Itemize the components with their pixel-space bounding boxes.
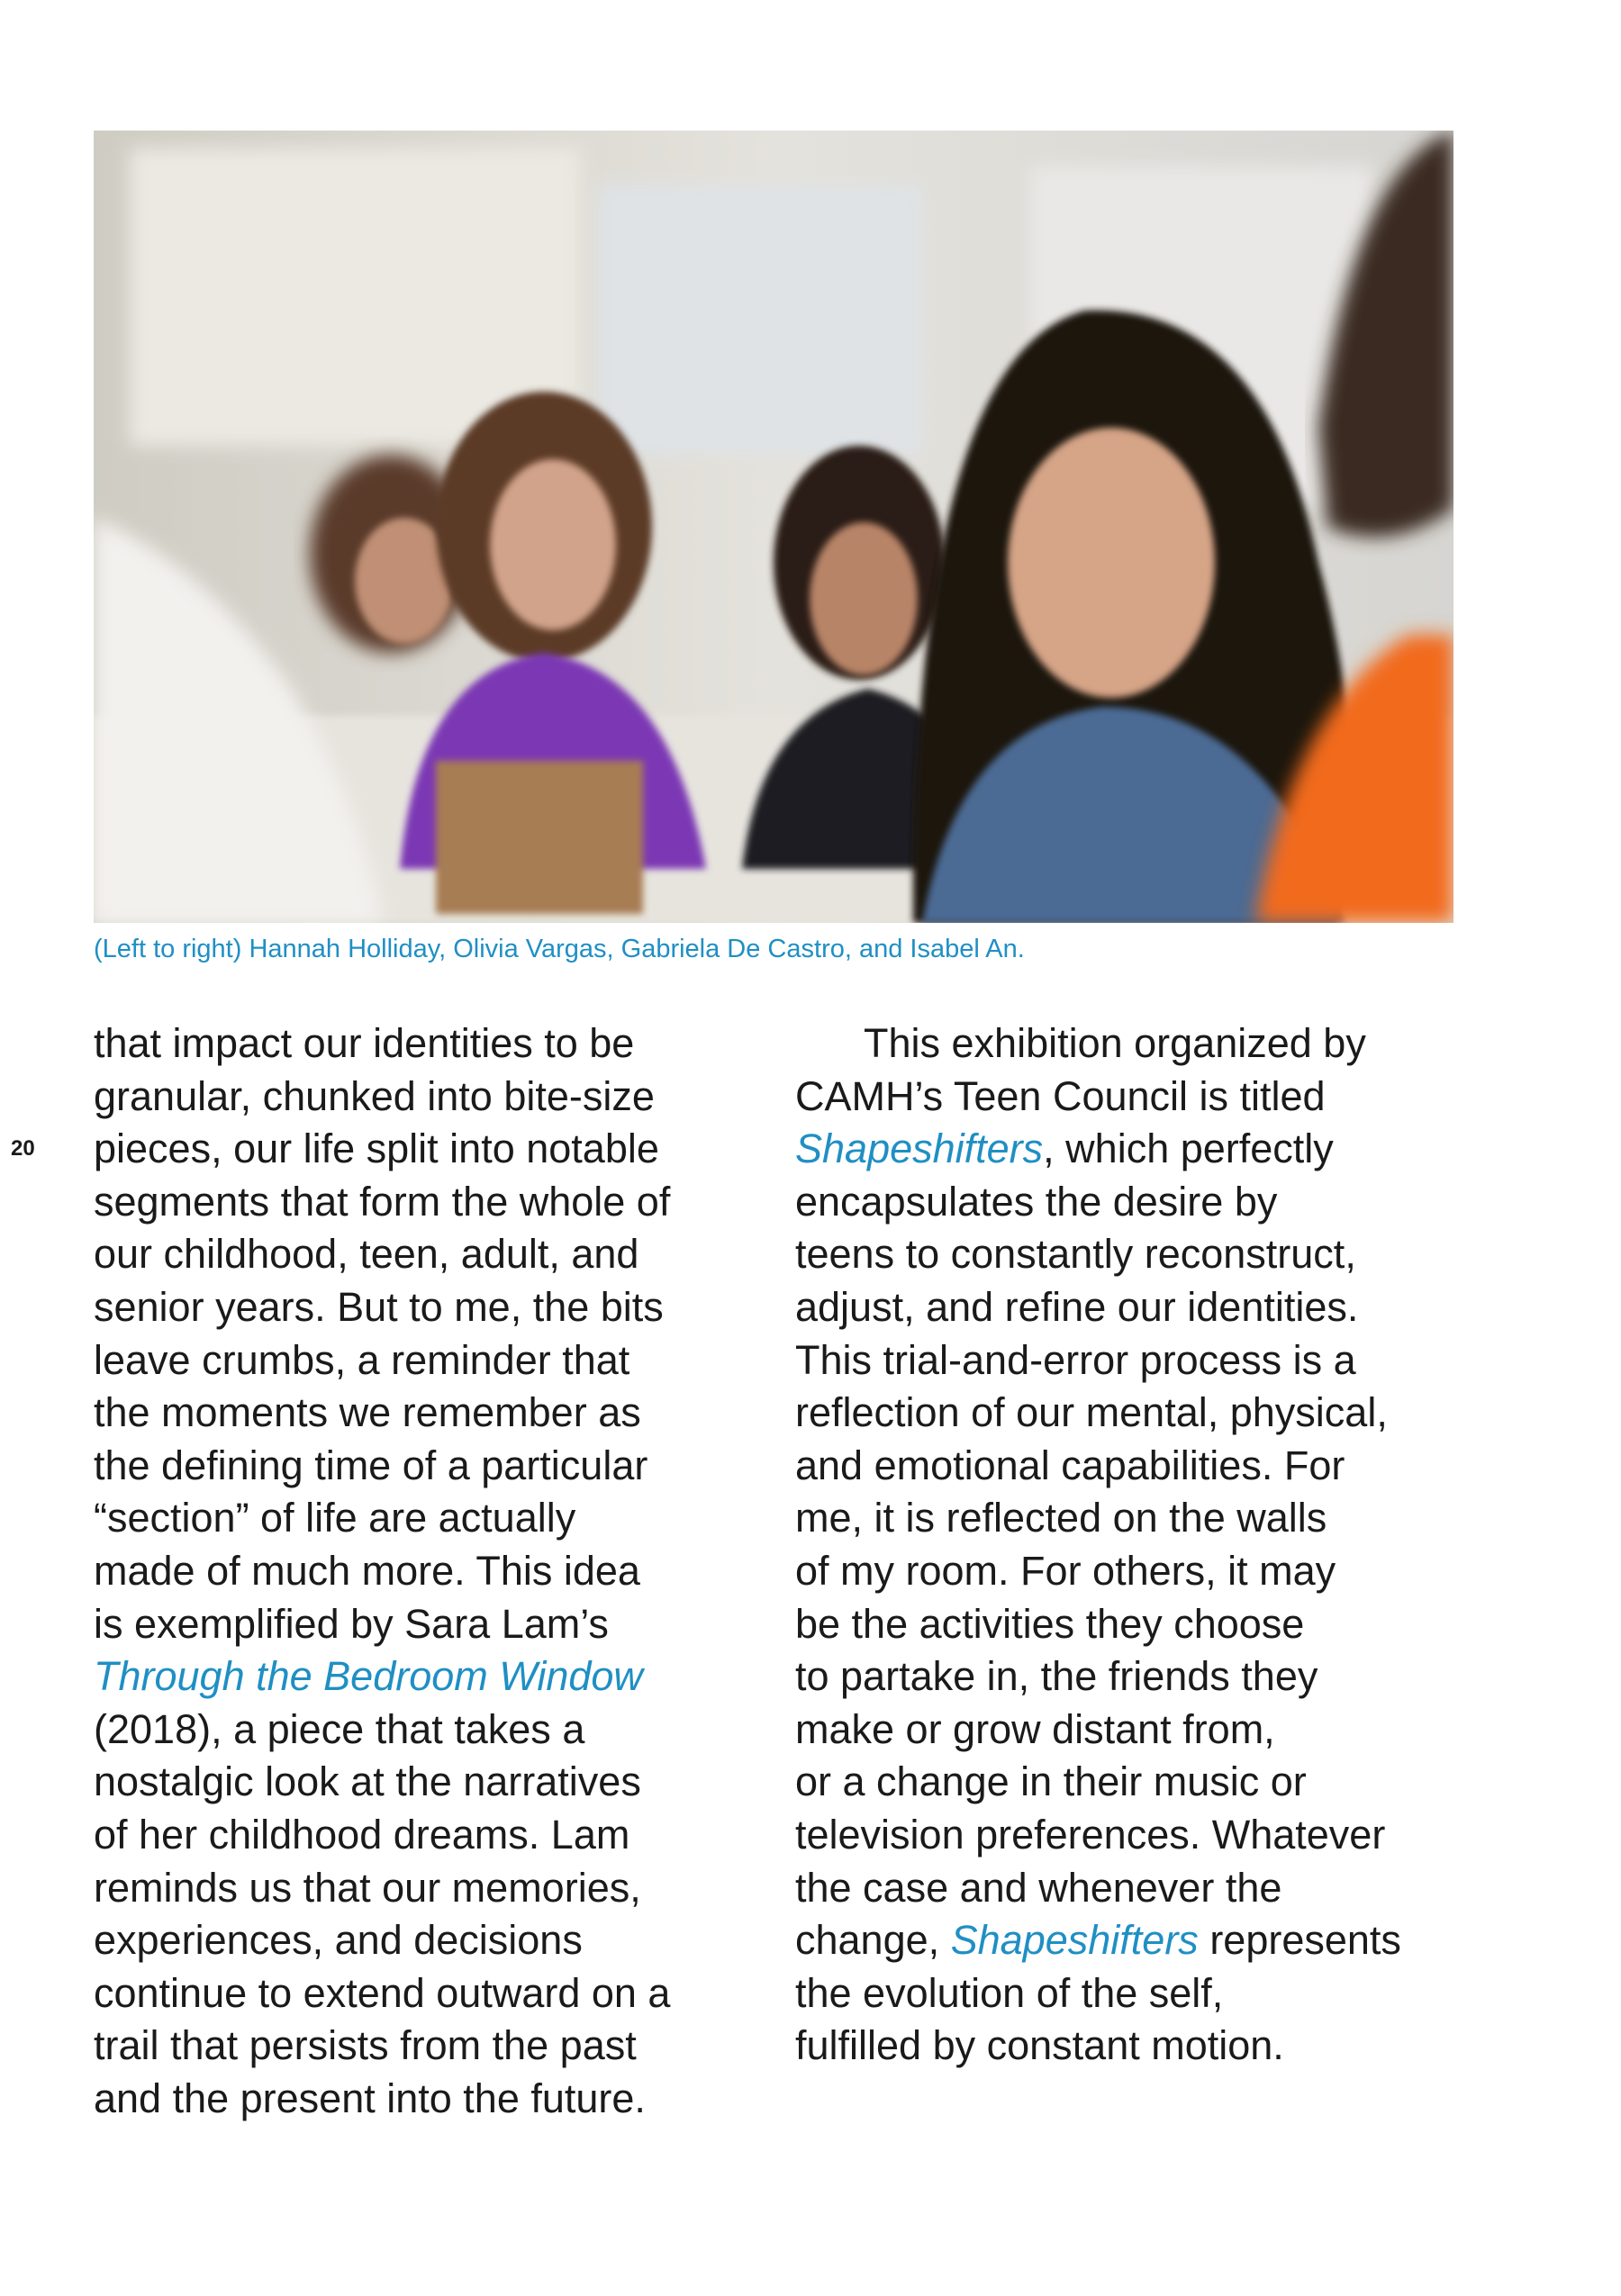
text-line: encapsulates the desire by <box>795 1178 1278 1225</box>
exhibition-title: Shapeshifters <box>950 1917 1199 1964</box>
artwork-title-link: Through the Bedroom Window <box>94 1653 643 1700</box>
text-line: made of much more. This idea <box>94 1547 640 1594</box>
text-line: “section” of life are actually <box>94 1495 576 1541</box>
text-fragment: , which perfectly <box>1043 1125 1334 1172</box>
text-line: of her childhood dreams. Lam <box>94 1811 630 1858</box>
text-line: nostalgic look at the narratives <box>94 1758 641 1805</box>
text-line <box>795 1123 1480 1176</box>
text-line: that impact our identities to be <box>94 1020 635 1066</box>
text-line <box>795 1914 1480 1967</box>
text-line: the evolution of the self, <box>795 1969 1224 2016</box>
exhibition-title: Shapeshifters <box>795 1125 1044 1172</box>
text-line: adjust, and refine our identities. <box>795 1283 1359 1330</box>
text-line: of my room. For others, it may <box>795 1547 1336 1594</box>
text-line: fulfilled by constant motion. <box>795 2022 1284 2069</box>
text-line: reflection of our mental, physical, <box>795 1389 1388 1436</box>
text-line: or a change in their music or <box>795 1758 1307 1805</box>
text-line: is exemplified by Sara Lam’s <box>94 1600 609 1647</box>
text-line: experiences, and decisions <box>94 1917 583 1964</box>
text-line: trail that persists from the past <box>94 2022 637 2069</box>
text-line: granular, chunked into bite-size <box>94 1072 655 1119</box>
text-line: reminds us that our memories, <box>94 1864 641 1911</box>
text-line: to partake in, the friends they <box>795 1653 1318 1700</box>
text-line: pieces, our life split into notable <box>94 1125 659 1172</box>
text-line: the moments we remember as <box>94 1389 641 1436</box>
text-line: and the present into the future. <box>94 2075 646 2121</box>
text-line: CAMH’s Teen Council is titled <box>795 1072 1326 1119</box>
text-line: television preferences. Whatever <box>795 1811 1386 1858</box>
article-column-right <box>795 1017 1480 2073</box>
text-line: leave crumbs, a reminder that <box>94 1336 630 1383</box>
article-column-left <box>94 1017 778 2125</box>
photo <box>94 131 1453 923</box>
text-line: make or grow distant from, <box>795 1705 1275 1752</box>
text-line: segments that form the whole of <box>94 1178 671 1225</box>
text-line: be the activities they choose <box>795 1600 1305 1647</box>
text-line: This trial-and-error process is a <box>795 1336 1356 1383</box>
text-line: our childhood, teen, adult, and <box>94 1231 639 1278</box>
text-line: the case and whenever the <box>795 1864 1282 1911</box>
text-line: the defining time of a particular <box>94 1442 648 1488</box>
text-line: and emotional capabilities. For <box>795 1442 1345 1488</box>
teen-council-photo <box>94 131 1453 923</box>
text-line: (2018), a piece that takes a <box>94 1705 585 1752</box>
text-line: me, it is reflected on the walls <box>795 1495 1327 1541</box>
photo-caption: (Left to right) Hannah Holliday, Olivia Vargas, Gabriela De Castro, and Isabel An. <box>94 935 1025 963</box>
text-line: teens to constantly reconstruct, <box>795 1231 1356 1278</box>
text-fragment: represents <box>1198 1917 1401 1964</box>
text-line: This exhibition organized by <box>864 1020 1366 1066</box>
text-line: continue to extend outward on a <box>94 1969 671 2016</box>
page-number: 20 <box>11 1136 35 1161</box>
text-fragment: change, <box>795 1917 951 1964</box>
text-line: senior years. But to me, the bits <box>94 1283 664 1330</box>
